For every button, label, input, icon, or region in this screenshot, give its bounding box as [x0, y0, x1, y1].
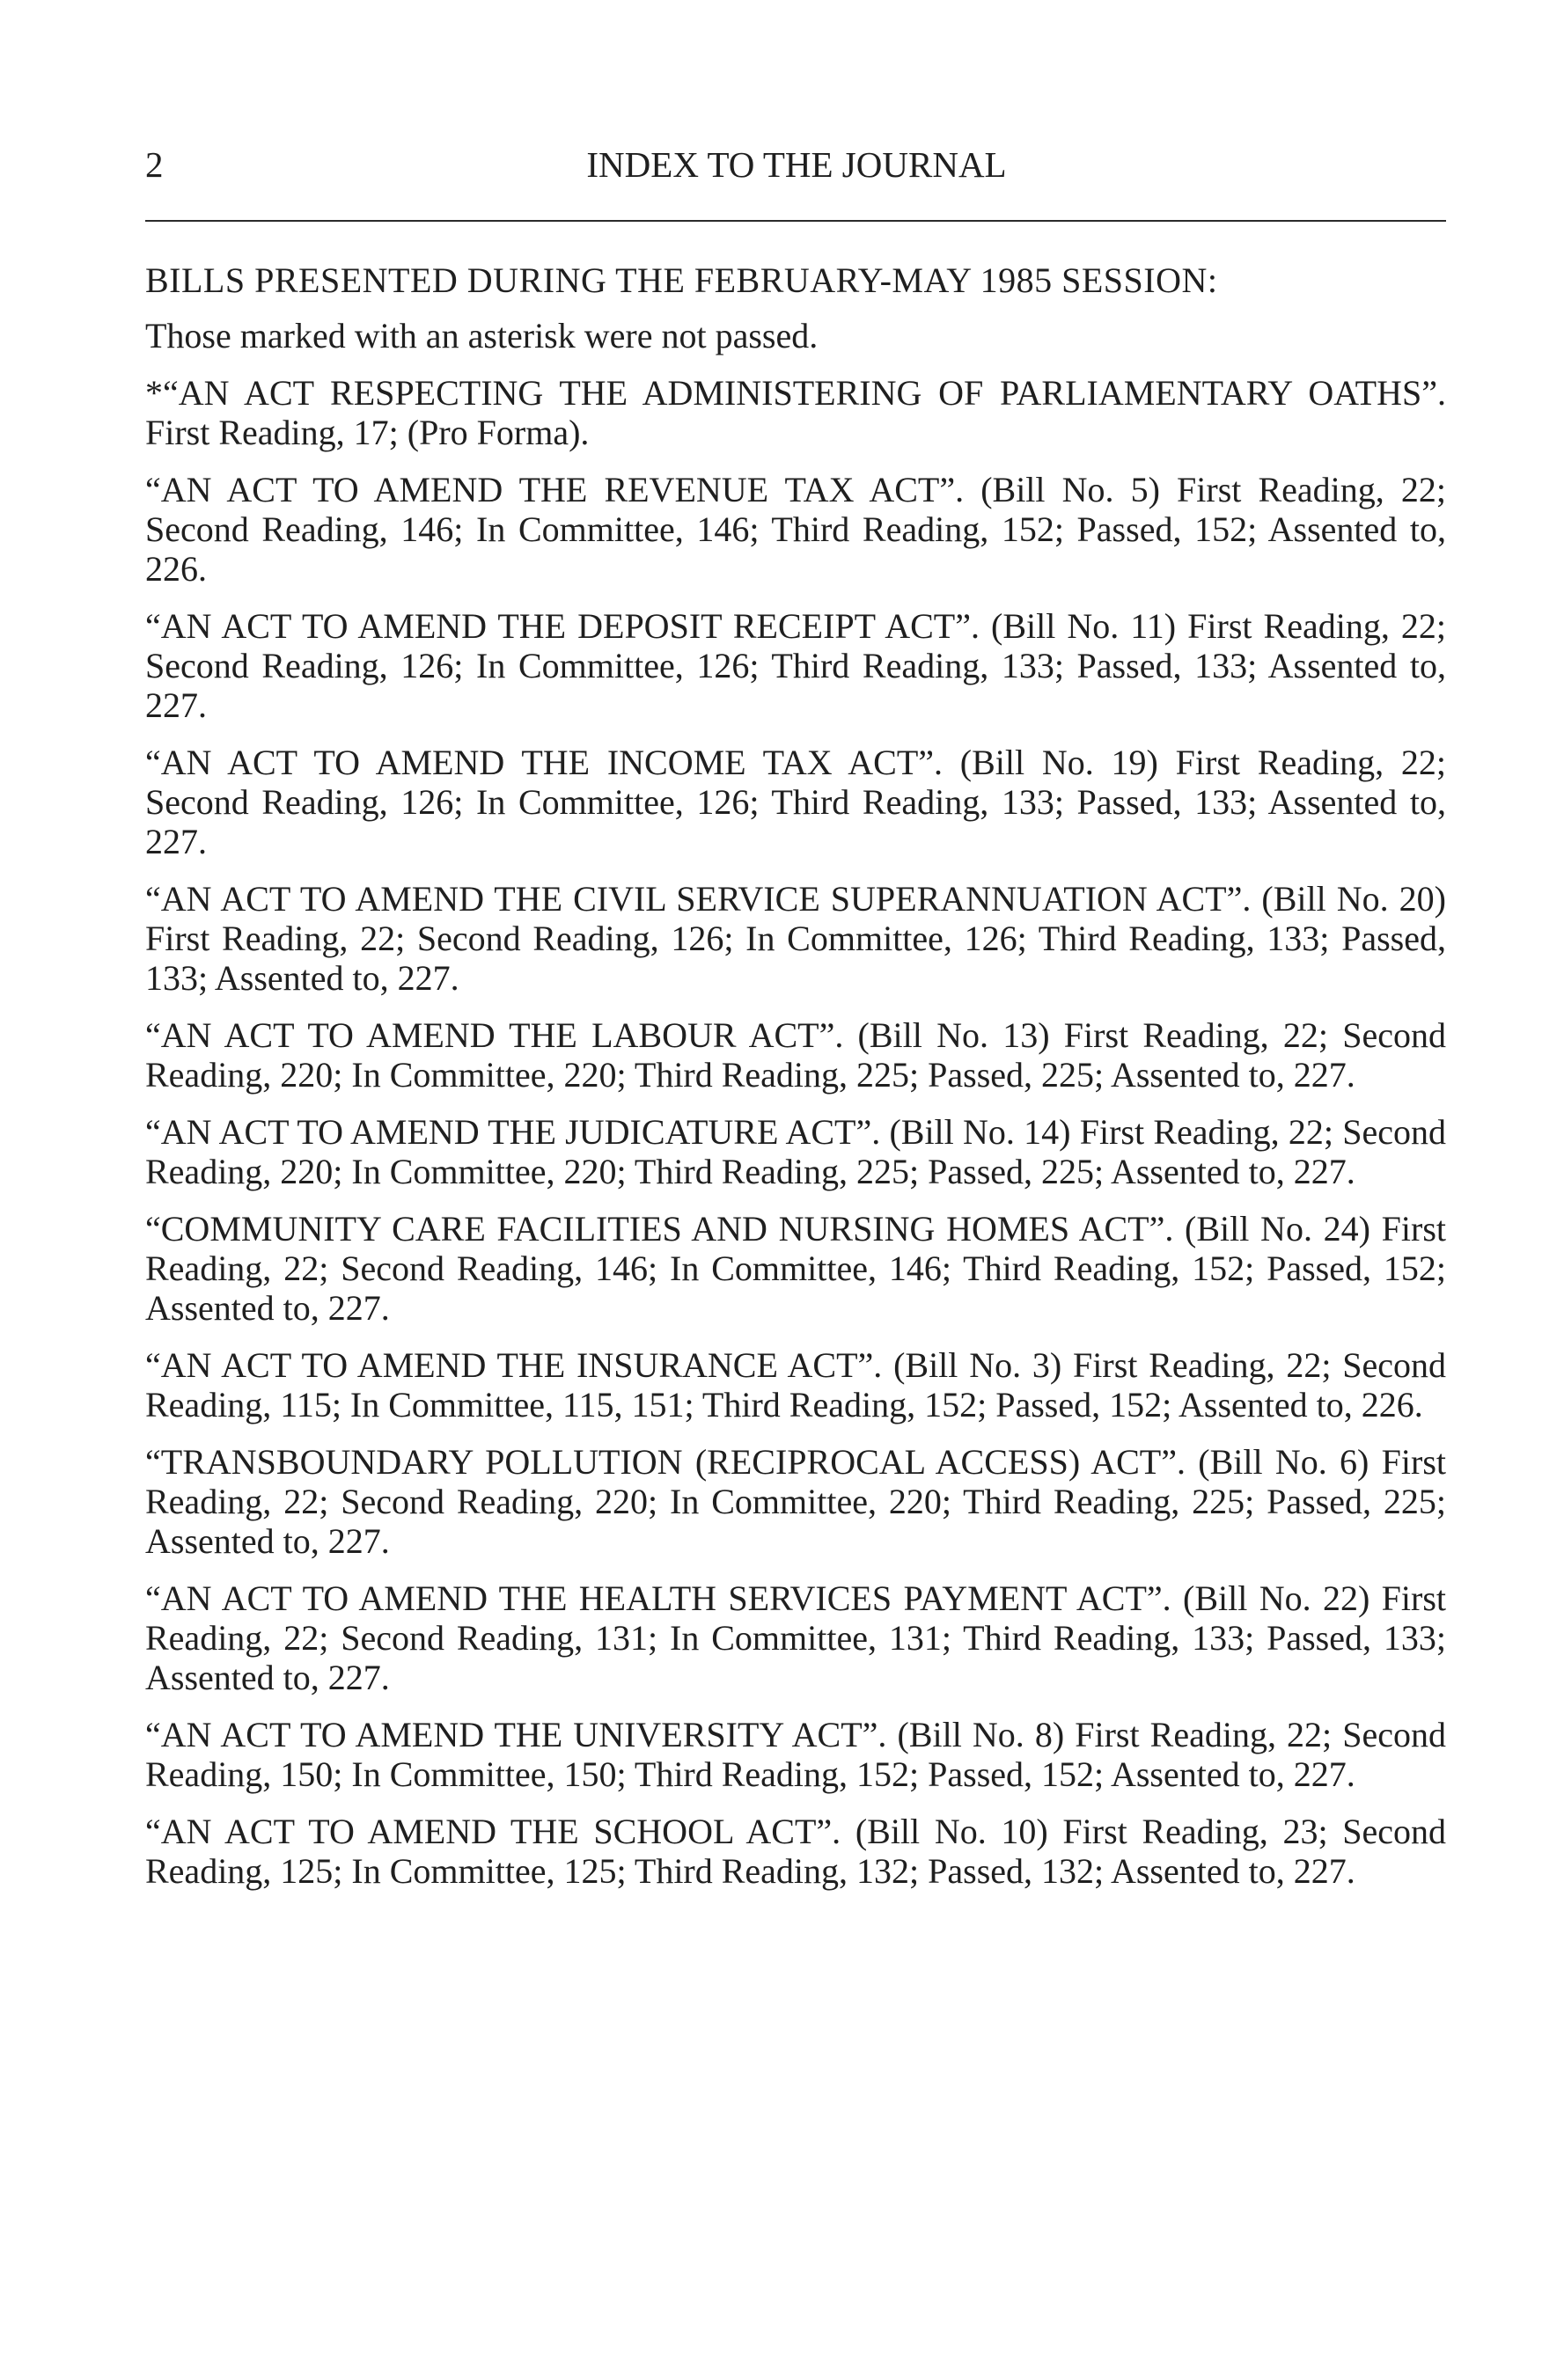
index-content	[145, 260, 1446, 1891]
bill-entry: “AN ACT TO AMEND THE UNIVERSITY ACT”. (Bill No. 8) First Reading, 22; Second Reading, 150; In Committee, 150; Third Reading, 152; Passed, 152; Assented to, 227.	[145, 1715, 1446, 1794]
bill-entry: “AN ACT TO AMEND THE SCHOOL ACT”. (Bill No. 10) First Reading, 23; Second Reading, 125; In Committee, 125; Third Reading, 132; Passed, 132; Assented to, 227.	[145, 1812, 1446, 1891]
bill-entry: “AN ACT TO AMEND THE DEPOSIT RECEIPT ACT”. (Bill No. 11) First Reading, 22; Second Reading, 126; In Committee, 126; Third Reading, 133; Passed, 133; Assented to, 227.	[145, 606, 1446, 725]
bill-entries-list	[145, 373, 1446, 1891]
bill-entry: “AN ACT TO AMEND THE INSURANCE ACT”. (Bill No. 3) First Reading, 22; Second Reading, 115; In Committee, 115, 151; Third Reading, 152; Passed, 152; Assented to, 226.	[145, 1345, 1446, 1424]
bill-entry: “AN ACT TO AMEND THE LABOUR ACT”. (Bill No. 13) First Reading, 22; Second Reading, 220; In Committee, 220; Third Reading, 225; Passed, 225; Assented to, 227.	[145, 1015, 1446, 1095]
header-divider	[145, 220, 1446, 222]
bill-entry: “COMMUNITY CARE FACILITIES AND NURSING HOMES ACT”. (Bill No. 24) First Reading, 22; Second Reading, 146; In Committee, 146; Third Reading, 152; Passed, 152; Assented to, 227.	[145, 1209, 1446, 1328]
page-title: INDEX TO THE JOURNAL	[586, 144, 1007, 185]
bill-entry: “AN ACT TO AMEND THE CIVIL SERVICE SUPERANNUATION ACT”. (Bill No. 20) First Reading, 22; Second Reading, 126; In Committee, 126; Third Reading, 133; Passed, 133; Assented to, 227.	[145, 879, 1446, 998]
bill-entry: “AN ACT TO AMEND THE INCOME TAX ACT”. (Bill No. 19) First Reading, 22; Second Reading, 126; In Committee, 126; Third Reading, 133; Passed, 133; Assented to, 227.	[145, 743, 1446, 861]
page-number: 2	[145, 144, 164, 185]
bill-entry: “AN ACT TO AMEND THE REVENUE TAX ACT”. (Bill No. 5) First Reading, 22; Second Reading, 146; In Committee, 146; Third Reading, 152; Passed, 152; Assented to, 226.	[145, 470, 1446, 589]
running-head	[145, 143, 1448, 187]
bill-entry: *“AN ACT RESPECTING THE ADMINISTERING OF PARLIAMENTARY OATHS”. First Reading, 17; (Pro Forma).	[145, 373, 1446, 452]
section-note: Those marked with an asterisk were not passed.	[145, 316, 819, 355]
bill-entry: “AN ACT TO AMEND THE HEALTH SERVICES PAYMENT ACT”. (Bill No. 22) First Reading, 22; Second Reading, 131; In Committee, 131; Third Reading, 133; Passed, 133; Assented to, 227.	[145, 1578, 1446, 1697]
section-heading: BILLS PRESENTED DURING THE FEBRUARY-MAY 1985 SESSION:	[145, 260, 1218, 300]
bill-entry: “TRANSBOUNDARY POLLUTION (RECIPROCAL ACCESS) ACT”. (Bill No. 6) First Reading, 22; Second Reading, 220; In Committee, 220; Third Reading, 225; Passed, 225; Assented to, 227.	[145, 1442, 1446, 1561]
bill-entry: “AN ACT TO AMEND THE JUDICATURE ACT”. (Bill No. 14) First Reading, 22; Second Reading, 220; In Committee, 220; Third Reading, 225; Passed, 225; Assented to, 227.	[145, 1112, 1446, 1191]
